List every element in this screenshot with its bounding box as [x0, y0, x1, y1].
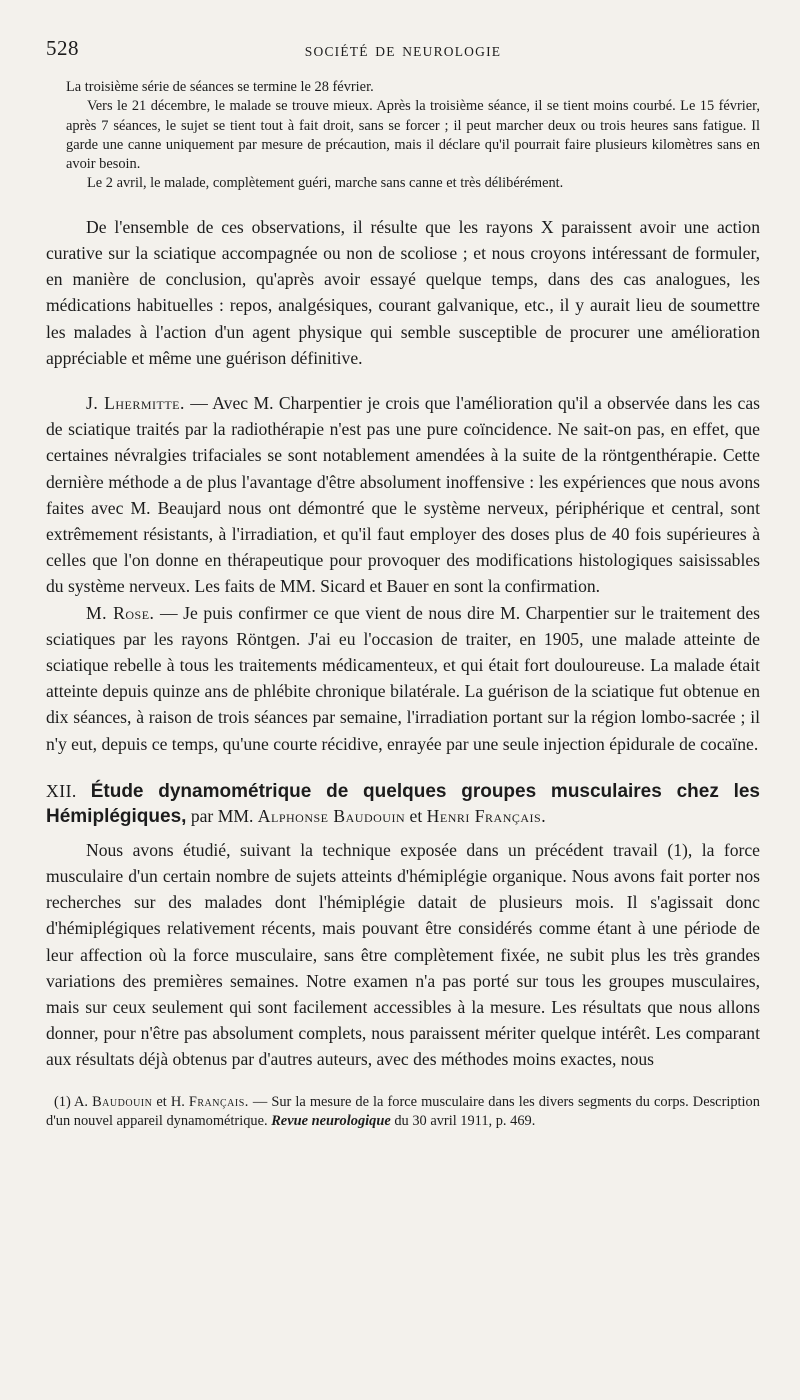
footnote-and: et H. [156, 1093, 185, 1110]
footnote-journal: Revue neurologique [271, 1113, 391, 1130]
section-author: Henri Français. [426, 805, 547, 826]
case-paragraph: Le 2 avril, le malade, complètement guéri, marche sans canne et très délibérément. [87, 175, 564, 192]
speaker-name: M. Rose. [86, 602, 155, 623]
section-title: Étude dynamométrique de quelques groupes musculaires chez les Hémiplégiques, [46, 780, 760, 827]
section-heading [46, 779, 760, 829]
case-paragraph: Vers le 21 décembre, le malade se trouve mieux. Après la troisième séance, il se tient moins courbé. Le 15 février, après 7 séances, le sujet se tient tout à fait droit, sans se forcer ; il peut marcher deux ou trois heures sans fatigue. Il garde une canne uniquement par mesure de précaution, mais il déclare qu'il pourrait faire plusieurs kilomètres sans en avoir besoin. [66, 98, 760, 173]
discussion-rose [46, 600, 760, 757]
section-and: et [409, 805, 423, 826]
section-author: Alphonse Baudouin [257, 805, 406, 826]
conclusion-paragraph: De l'ensemble de ces observations, il résulte que les rayons X paraissent avoir une action curative sur la sciatique accompagnée ou non de scoliose ; et nous croyons intéressant de formuler, en manière de conclusion, qu'après avoir essayé quelque temps, dans des cas analogues, les médications habituelles : repos, analgésiques, courant galvanique, etc., il y aurait lieu de soumettre les malades à l'action d'un agent physique qui semble susceptible de procurer une amélioration appréciable et même une guérison définitive. [46, 216, 760, 368]
page-number: 528 [46, 36, 79, 60]
footnote-author: Français. [188, 1093, 249, 1110]
footnote-author: Baudouin [92, 1093, 153, 1110]
page [46, 36, 760, 1132]
footnote-marker: (1) A. [54, 1093, 89, 1110]
section-number: XII. [46, 780, 77, 801]
footnote-body: — Sur la mesure de la force musculaire dans les divers segments du corps. Description d'un nouvel appareil dynamométrique. [46, 1093, 760, 1130]
case-observation [66, 78, 760, 194]
discussion-text: — Avec M. Charpentier je crois que l'amélioration qu'il a observée dans les cas de sciatique traités par la radiothérapie n'est pas une pure coïncidence. Ne sait-on pas, en effet, que certaines névralgies trifaciales se sont notablement amendées à la suite de la röntgenthérapie. Cette dernière méthode a de plus l'avantage d'être absolument inoffensive : les expériences que nous avons faites avec M. Beaujard nous ont démontré que le système nerveux, périphérique et central, sont extrêmement résistants, à l'irradiation, et qu'il faut employer des doses plus de 40 fois supérieures à celles que l'on donne en thérapeutique pour provoquer des modifications histologiques saisissables du système nerveux. Les faits de MM. Sicard et Bauer en sont la confirmation. [46, 393, 760, 597]
case-paragraph: La troisième série de séances se termine le 28 février. [66, 79, 374, 95]
discussion-lhermitte [46, 390, 760, 600]
discussion-text: — Je puis confirmer ce que vient de nous dire M. Charpentier sur le traitement des sciatiques par les rayons Röntgen. J'ai eu l'occasion de traiter, en 1905, une malade atteinte de sciatique rebelle à tous les traitements médicamenteux, et qui était fort douloureuse. La malade était atteinte depuis quinze ans de phlébite chronique bilatérale. La guérison de la sciatique fut obtenue en dix séances, à raison de trois séances par semaine, l'irradiation portant sur la région lombo-sacrée ; il n'y eut, depuis ce temps, qu'une courte récidive, enrayée par une seule injection épidurale de cocaïne. [46, 602, 760, 754]
footnote-text [46, 1093, 760, 1133]
running-head [46, 36, 760, 70]
running-title: SOCIÉTÉ DE NEUROLOGIE [304, 44, 502, 59]
study-paragraph: Nous avons étudié, suivant la technique exposée dans un précédent travail (1), la force musculaire d'un certain nombre de sujets atteints d'hémiplégie organique. Nous avons fait porter nos recherches sur des malades dont l'hémiplégie datait de plusieurs mois. Il s'agissait donc d'hémiplégiques relativement récents, mais pouvant être considérés comme étant à une période de leur affection où la force musculaire, sans être complètement fixée, ne subit plus les très grandes variations des premières semaines. Notre examen n'a pas porté sur tous les groupes musculaires, mais sur ceux seulement qui sont facilement accessibles à la mesure. Les résultats que nous allons donner, pour n'être pas absolument complets, nous paraissent mériter quelque intérêt. Les comparant aux résultats déjà obtenus par d'autres auteurs, avec des méthodes moins exactes, nous [46, 839, 760, 1070]
speaker-name: J. Lhermitte. [86, 393, 185, 413]
section-by: par MM. [190, 805, 254, 826]
footnote [46, 1093, 760, 1133]
footnote-date: du 30 avril 1911, p. 469. [394, 1113, 536, 1130]
